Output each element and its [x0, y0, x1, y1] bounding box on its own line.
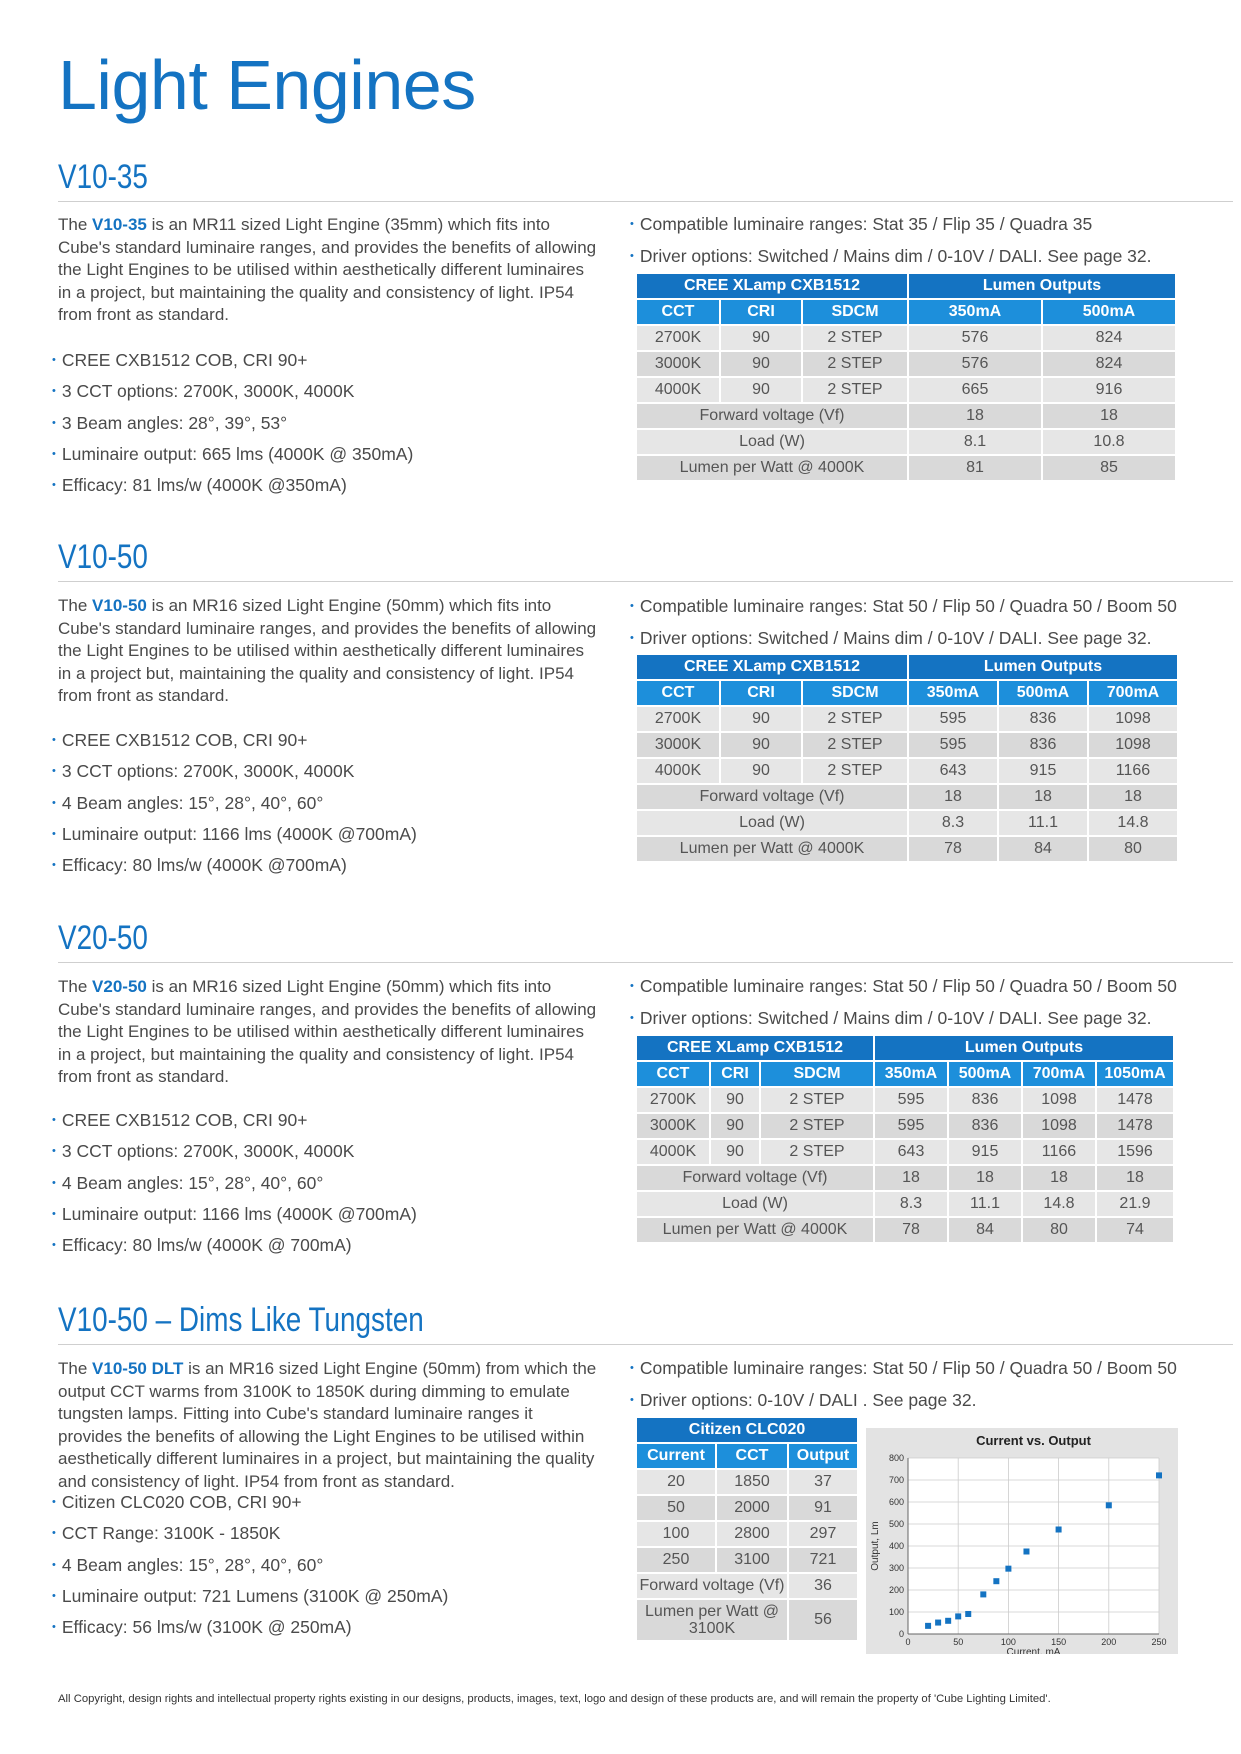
table-cell: 824 — [1043, 326, 1175, 350]
compatibility-text: Driver options: Switched / Mains dim / 0-10V / DALI. See page 32. — [639, 627, 1152, 648]
summary-value: 78 — [875, 1218, 947, 1242]
summary-label: Lumen per Watt @ 4000K — [637, 837, 907, 861]
summary-value: 84 — [999, 837, 1087, 861]
feature-text: 3 CCT options: 2700K, 3000K, 4000K — [61, 381, 355, 402]
table-cell: 3000K — [637, 352, 719, 376]
y-axis-label: Output, Lm — [870, 1521, 881, 1571]
lumen-outputs-header: Lumen Outputs — [909, 274, 1175, 298]
table-row — [637, 1548, 857, 1572]
column-header: 350mA — [909, 300, 1041, 324]
data-point — [1156, 1472, 1162, 1478]
column-header: SDCM — [761, 1062, 873, 1086]
table-row — [637, 707, 1177, 731]
column-header: CCT — [637, 681, 719, 705]
section-title: V20-50 — [58, 919, 148, 957]
feature-item — [52, 1231, 417, 1262]
description-body: is an MR16 sized Light Engine (50mm) which fits into Cube's standard luminaire ranges, and provides the benefits of allowing the Light Engines to be utilised within aesthetically different luminaires in a project, but maintaining the quality and consistency of light. IP54 from front as standard. — [58, 977, 597, 1087]
table-header-row — [637, 1036, 1173, 1060]
summary-value: 14.8 — [1089, 811, 1177, 835]
table-cell: 3000K — [637, 1114, 709, 1138]
table-cell: 836 — [999, 707, 1087, 731]
feature-item — [52, 1106, 417, 1137]
column-header: CCT — [637, 300, 719, 324]
section-title: V10-50 – Dims Like Tungsten — [58, 1301, 424, 1339]
feature-text: Efficacy: 81 lms/w (4000K @350mA) — [61, 475, 347, 496]
lumen-outputs-header: Lumen Outputs — [909, 655, 1177, 679]
compatibility-text: Driver options: Switched / Mains dim / 0-10V / DALI. See page 32. — [639, 245, 1152, 266]
data-point — [935, 1620, 941, 1626]
table-row — [637, 1522, 857, 1546]
data-point — [945, 1618, 951, 1624]
section-divider — [58, 1344, 1233, 1345]
lumen-output-table — [635, 272, 1177, 482]
feature-item — [52, 1169, 417, 1200]
feature-text: Efficacy: 56 lms/w (3100K @ 250mA) — [61, 1617, 352, 1638]
table-cell: 576 — [909, 326, 1041, 350]
table-row — [637, 1140, 1173, 1164]
feature-text: 3 CCT options: 2700K, 3000K, 4000K — [61, 1141, 355, 1162]
column-header: 700mA — [1089, 681, 1177, 705]
table-cell: 90 — [721, 352, 801, 376]
column-header: CRI — [721, 300, 801, 324]
table-cell: 2 STEP — [803, 378, 907, 402]
table-cell: 2800 — [717, 1522, 787, 1546]
feature-list — [52, 726, 417, 882]
feature-item — [52, 1613, 448, 1644]
table-row — [637, 1088, 1173, 1112]
feature-text: Luminaire output: 1166 lms (4000K @700mA) — [61, 823, 417, 844]
table-header-row — [637, 655, 1177, 679]
column-header: SDCM — [803, 300, 907, 324]
y-tick-label: 500 — [888, 1519, 904, 1529]
summary-value: 18 — [949, 1166, 1021, 1190]
table-cell: 915 — [949, 1140, 1021, 1164]
table-cell: 3100 — [717, 1548, 787, 1572]
summary-label: Lumen per Watt @ 4000K — [637, 1218, 873, 1242]
table-summary-row — [637, 1574, 857, 1598]
table-column-header-row — [637, 1444, 857, 1468]
product-code: V10-35 — [92, 215, 147, 234]
table-summary-row — [637, 404, 1175, 428]
table-summary-row — [637, 1600, 857, 1640]
lumen-output-table — [635, 1034, 1175, 1244]
data-point — [925, 1623, 931, 1629]
description-body: is an MR16 sized Light Engine (50mm) from which the output CCT warms from 3100K to 1850K during dimming to emulate tungsten lamps. Fitting into Cube's standard luminaire ranges it provides the benefits of allowing the Light Engines to be utilised within aesthetically different luminaires in a project, but maintaining the quality and consistency of light. IP54 from front as standard. — [58, 1359, 597, 1491]
summary-value: 21.9 — [1097, 1192, 1173, 1216]
y-tick-label: 600 — [888, 1497, 904, 1507]
table-cell: 2 STEP — [803, 326, 907, 350]
table-cell: 1478 — [1097, 1088, 1173, 1112]
feature-item — [52, 789, 417, 820]
feature-text: CREE CXB1512 COB, CRI 90+ — [61, 350, 308, 370]
chip-header: CREE XLamp CXB1512 — [637, 1036, 873, 1060]
compatibility-text: Driver options: 0-10V / DALI . See page 32. — [639, 1389, 977, 1410]
x-tick-label: 0 — [905, 1637, 911, 1647]
table-summary-row — [637, 1166, 1173, 1190]
table-cell: 1098 — [1023, 1088, 1095, 1112]
table-cell: 37 — [789, 1470, 857, 1494]
column-header: 500mA — [1043, 300, 1175, 324]
data-point — [980, 1591, 986, 1597]
feature-item — [52, 726, 417, 757]
y-tick-label: 700 — [888, 1475, 904, 1485]
compatibility-item — [630, 592, 1177, 624]
column-header: SDCM — [803, 681, 907, 705]
compatibility-item — [630, 1004, 1177, 1036]
table-cell: 836 — [949, 1114, 1021, 1138]
compatibility-item — [630, 972, 1177, 1004]
summary-value: 78 — [909, 837, 997, 861]
chart-title: Current vs. Output — [976, 1433, 1091, 1448]
description-lead: The — [58, 977, 93, 996]
lumen-outputs-header: Lumen Outputs — [875, 1036, 1173, 1060]
summary-label: Load (W) — [637, 1192, 873, 1216]
column-header: 350mA — [875, 1062, 947, 1086]
table-cell: 2 STEP — [761, 1114, 873, 1138]
feature-text: Efficacy: 80 lms/w (4000K @ 700mA) — [61, 1235, 352, 1256]
feature-item — [52, 1488, 448, 1519]
feature-text: 3 CCT options: 2700K, 3000K, 4000K — [61, 761, 355, 782]
compatibility-text: Compatible luminaire ranges: Stat 50 / Flip 50 / Quadra 50 / Boom 50 — [639, 1358, 1177, 1378]
table-summary-row — [637, 456, 1175, 480]
feature-text: CREE CXB1512 COB, CRI 90+ — [61, 1110, 308, 1130]
table-cell: 824 — [1043, 352, 1175, 376]
data-point — [1056, 1527, 1062, 1533]
compatibility-text: Compatible luminaire ranges: Stat 35 / Flip 35 / Quadra 35 — [639, 214, 1093, 234]
compatibility-item — [630, 210, 1152, 242]
data-point — [955, 1613, 961, 1619]
table-cell: 3000K — [637, 733, 719, 757]
column-header: Current — [637, 1444, 715, 1468]
summary-value: 74 — [1097, 1218, 1173, 1242]
feature-item — [52, 1519, 448, 1550]
feature-item — [52, 377, 413, 408]
feature-text: Luminaire output: 721 Lumens (3100K @ 250mA) — [61, 1585, 449, 1606]
table-cell: 250 — [637, 1548, 715, 1572]
compatibility-text: Compatible luminaire ranges: Stat 50 / Flip 50 / Quadra 50 / Boom 50 — [639, 976, 1177, 996]
column-header: CRI — [721, 681, 801, 705]
summary-value: 11.1 — [949, 1192, 1021, 1216]
compatibility-text: Driver options: Switched / Mains dim / 0-10V / DALI. See page 32. — [639, 1007, 1152, 1028]
compatibility-item — [630, 624, 1177, 656]
column-header: CCT — [717, 1444, 787, 1468]
table-cell: 90 — [711, 1088, 759, 1112]
section-title: V10-35 — [58, 158, 148, 196]
table-cell: 1098 — [1023, 1114, 1095, 1138]
feature-text: 4 Beam angles: 15°, 28°, 40°, 60° — [61, 1554, 324, 1575]
table-cell: 643 — [909, 759, 997, 783]
table-cell: 2000 — [717, 1496, 787, 1520]
compatibility-text: Compatible luminaire ranges: Stat 50 / Flip 50 / Quadra 50 / Boom 50 — [639, 596, 1177, 616]
table-summary-row — [637, 837, 1177, 861]
summary-label: Lumen per Watt @ 3100K — [637, 1600, 787, 1640]
summary-value: 80 — [1023, 1218, 1095, 1242]
compatibility-item — [630, 1354, 1177, 1386]
product-code: V10-50 DLT — [92, 1359, 184, 1378]
section-description — [58, 595, 598, 708]
table-cell: 90 — [721, 707, 801, 731]
compatibility-list — [630, 1354, 1177, 1417]
summary-value: 81 — [909, 456, 1041, 480]
table-cell: 90 — [721, 326, 801, 350]
table-column-header-row — [637, 681, 1177, 705]
summary-value: 56 — [789, 1600, 857, 1640]
compatibility-item — [630, 1386, 1177, 1418]
feature-item — [52, 409, 413, 440]
feature-item — [52, 1137, 417, 1168]
summary-label: Forward voltage (Vf) — [637, 1574, 787, 1598]
section-divider — [58, 581, 1233, 582]
section-description — [58, 976, 598, 1089]
column-header: 700mA — [1023, 1062, 1095, 1086]
feature-text: CCT Range: 3100K - 1850K — [61, 1523, 281, 1544]
summary-label: Forward voltage (Vf) — [637, 404, 907, 428]
chip-header: CREE XLamp CXB1512 — [637, 655, 907, 679]
compatibility-item — [630, 242, 1152, 274]
summary-value: 8.3 — [909, 811, 997, 835]
summary-value: 18 — [909, 404, 1041, 428]
section-divider — [58, 201, 1233, 202]
table-header-row — [637, 1418, 857, 1442]
summary-label: Load (W) — [637, 811, 907, 835]
y-tick-label: 400 — [888, 1541, 904, 1551]
description-body: is an MR11 sized Light Engine (35mm) which fits into Cube's standard luminaire ranges, and provides the benefits of allowing the Light Engines to be utilised within aesthetically different luminaires in a project, but maintaining the quality and consistency of light. IP54 from front as standard. — [58, 215, 597, 325]
summary-value: 18 — [909, 785, 997, 809]
table-cell: 576 — [909, 352, 1041, 376]
summary-value: 18 — [1097, 1166, 1173, 1190]
table-cell: 4000K — [637, 378, 719, 402]
summary-value: 10.8 — [1043, 430, 1175, 454]
table-cell: 1850 — [717, 1470, 787, 1494]
feature-text: 4 Beam angles: 15°, 28°, 40°, 60° — [61, 1172, 324, 1193]
column-header: 350mA — [909, 681, 997, 705]
summary-label: Forward voltage (Vf) — [637, 1166, 873, 1190]
page-title: Light Engines — [58, 46, 476, 124]
table-cell: 100 — [637, 1522, 715, 1546]
table-cell: 595 — [909, 733, 997, 757]
section-title: V10-50 — [58, 538, 148, 576]
section-description — [58, 1358, 598, 1494]
table-row — [637, 1114, 1173, 1138]
table-header-row — [637, 274, 1175, 298]
table-column-header-row — [637, 1062, 1173, 1086]
data-point — [993, 1578, 999, 1584]
table-cell: 1098 — [1089, 733, 1177, 757]
table-cell: 2 STEP — [803, 733, 907, 757]
table-cell: 297 — [789, 1522, 857, 1546]
section-divider — [58, 962, 1233, 963]
lumen-output-table — [635, 1416, 859, 1642]
summary-value: 11.1 — [999, 811, 1087, 835]
table-cell: 90 — [721, 733, 801, 757]
feature-item — [52, 820, 417, 851]
y-tick-label: 100 — [888, 1607, 904, 1617]
column-header: 1050mA — [1097, 1062, 1173, 1086]
feature-text: CREE CXB1512 COB, CRI 90+ — [61, 730, 308, 750]
table-cell: 50 — [637, 1496, 715, 1520]
product-code: V10-50 — [92, 596, 147, 615]
compatibility-list — [630, 210, 1152, 273]
table-cell: 836 — [999, 733, 1087, 757]
feature-text: Luminaire output: 665 lms (4000K @ 350mA) — [61, 443, 414, 464]
summary-value: 18 — [1089, 785, 1177, 809]
feature-text: Efficacy: 80 lms/w (4000K @700mA) — [61, 855, 347, 876]
column-header: CRI — [711, 1062, 759, 1086]
summary-value: 8.3 — [875, 1192, 947, 1216]
chip-header: CREE XLamp CXB1512 — [637, 274, 907, 298]
copyright-footer: All Copyright, design rights and intellectual property rights existing in our designs, products, images, text, logo and design of these products are, and will remain the property of 'Cube Lighting Limited'. — [58, 1693, 1051, 1705]
feature-text: 4 Beam angles: 15°, 28°, 40°, 60° — [61, 792, 324, 813]
table-cell: 91 — [789, 1496, 857, 1520]
table-row — [637, 1470, 857, 1494]
y-tick-label: 300 — [888, 1563, 904, 1573]
summary-value: 18 — [1023, 1166, 1095, 1190]
y-tick-label: 200 — [888, 1585, 904, 1595]
x-tick-label: 50 — [953, 1637, 964, 1647]
feature-item — [52, 1582, 448, 1613]
table-cell: 90 — [711, 1140, 759, 1164]
table-cell: 916 — [1043, 378, 1175, 402]
x-axis-label: Current, mA — [1006, 1647, 1061, 1654]
data-point — [1005, 1566, 1011, 1572]
section-description — [58, 214, 598, 327]
table-cell: 1478 — [1097, 1114, 1173, 1138]
table-cell: 2 STEP — [761, 1088, 873, 1112]
product-code: V20-50 — [92, 977, 147, 996]
table-cell: 2 STEP — [803, 352, 907, 376]
x-tick-label: 150 — [1051, 1637, 1067, 1647]
table-summary-row — [637, 785, 1177, 809]
compatibility-list — [630, 592, 1177, 655]
summary-label: Forward voltage (Vf) — [637, 785, 907, 809]
feature-text: Citizen CLC020 COB, CRI 90+ — [61, 1492, 302, 1512]
feature-item — [52, 471, 413, 502]
table-cell: 595 — [909, 707, 997, 731]
summary-label: Lumen per Watt @ 4000K — [637, 456, 907, 480]
y-tick-label: 800 — [888, 1453, 904, 1463]
table-cell: 1098 — [1089, 707, 1177, 731]
table-cell: 643 — [875, 1140, 947, 1164]
feature-list — [52, 1488, 448, 1644]
chip-header: Citizen CLC020 — [637, 1418, 857, 1442]
summary-value: 18 — [999, 785, 1087, 809]
feature-list — [52, 346, 413, 502]
table-cell: 721 — [789, 1548, 857, 1572]
summary-value: 8.1 — [909, 430, 1041, 454]
x-tick-label: 100 — [1000, 1637, 1016, 1647]
column-header: 500mA — [999, 681, 1087, 705]
summary-value: 18 — [1043, 404, 1175, 428]
table-cell: 90 — [711, 1114, 759, 1138]
table-summary-row — [637, 1218, 1173, 1242]
feature-text: 3 Beam angles: 28°, 39°, 53° — [61, 412, 288, 433]
feature-item — [52, 1551, 448, 1582]
column-header: 500mA — [949, 1062, 1021, 1086]
table-cell: 836 — [949, 1088, 1021, 1112]
current-vs-output-chart — [866, 1428, 1178, 1654]
summary-label: Load (W) — [637, 430, 907, 454]
description-lead: The — [58, 596, 93, 615]
description-lead: The — [58, 215, 93, 234]
table-column-header-row — [637, 300, 1175, 324]
table-row — [637, 326, 1175, 350]
summary-value: 84 — [949, 1218, 1021, 1242]
compatibility-list — [630, 972, 1177, 1035]
table-cell: 2700K — [637, 1088, 709, 1112]
feature-item — [52, 1200, 417, 1231]
feature-item — [52, 440, 413, 471]
description-lead: The — [58, 1359, 93, 1378]
table-cell: 595 — [875, 1114, 947, 1138]
column-header: Output — [789, 1444, 857, 1468]
data-point — [1023, 1549, 1029, 1555]
table-row — [637, 378, 1175, 402]
summary-value: 36 — [789, 1574, 857, 1598]
table-cell: 1596 — [1097, 1140, 1173, 1164]
feature-item — [52, 851, 417, 882]
table-cell: 1166 — [1089, 759, 1177, 783]
y-tick-label: 0 — [898, 1629, 904, 1639]
table-row — [637, 733, 1177, 757]
feature-list — [52, 1106, 417, 1262]
table-cell: 90 — [721, 759, 801, 783]
summary-value: 80 — [1089, 837, 1177, 861]
table-cell: 2 STEP — [803, 759, 907, 783]
table-cell: 4000K — [637, 759, 719, 783]
table-cell: 2 STEP — [761, 1140, 873, 1164]
feature-text: Luminaire output: 1166 lms (4000K @700mA) — [61, 1203, 417, 1224]
summary-value: 18 — [875, 1166, 947, 1190]
feature-item — [52, 346, 413, 377]
table-cell: 20 — [637, 1470, 715, 1494]
table-row — [637, 1496, 857, 1520]
chart-panel — [866, 1428, 1178, 1654]
table-summary-row — [637, 1192, 1173, 1216]
x-tick-label: 200 — [1101, 1637, 1117, 1647]
feature-item — [52, 757, 417, 788]
description-body: is an MR16 sized Light Engine (50mm) which fits into Cube's standard luminaire ranges, and provides the benefits of allowing the Light Engines to be utilised within aesthetically different luminaires in a project but, maintaining the quality and consistency of light. IP54 from front as standard. — [58, 596, 597, 706]
table-cell: 665 — [909, 378, 1041, 402]
summary-value: 85 — [1043, 456, 1175, 480]
table-cell: 2700K — [637, 707, 719, 731]
table-cell: 595 — [875, 1088, 947, 1112]
data-point — [1106, 1502, 1112, 1508]
table-cell: 2 STEP — [803, 707, 907, 731]
table-cell: 90 — [721, 378, 801, 402]
table-row — [637, 352, 1175, 376]
table-row — [637, 759, 1177, 783]
column-header: CCT — [637, 1062, 709, 1086]
data-point — [965, 1611, 971, 1617]
table-cell: 4000K — [637, 1140, 709, 1164]
summary-value: 14.8 — [1023, 1192, 1095, 1216]
lumen-output-table — [635, 653, 1179, 863]
table-cell: 1166 — [1023, 1140, 1095, 1164]
table-cell: 915 — [999, 759, 1087, 783]
table-summary-row — [637, 811, 1177, 835]
table-summary-row — [637, 430, 1175, 454]
x-tick-label: 250 — [1151, 1637, 1167, 1647]
table-cell: 2700K — [637, 326, 719, 350]
